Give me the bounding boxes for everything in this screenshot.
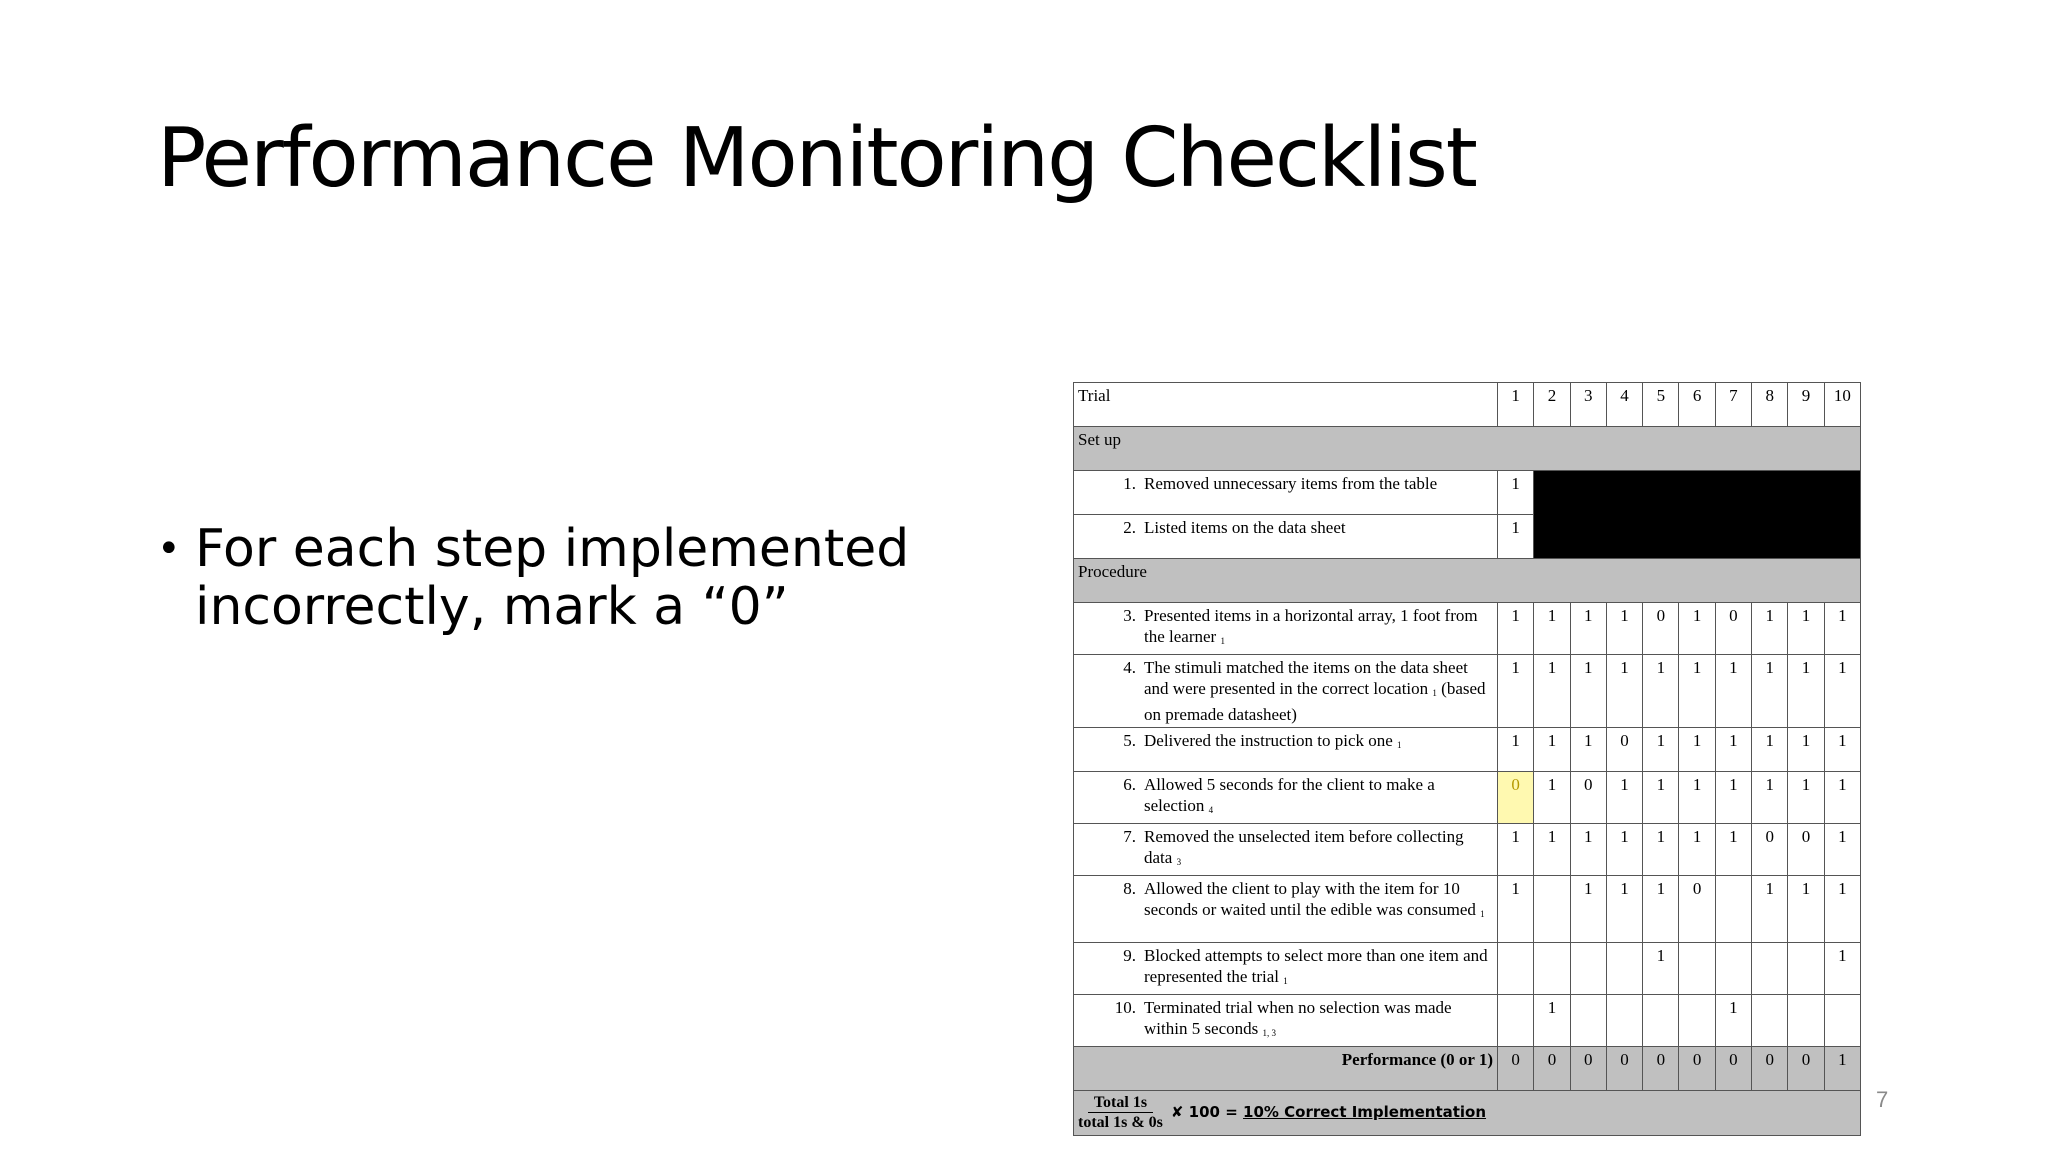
step-cell xyxy=(1074,943,1498,995)
step xyxy=(1078,878,1493,925)
footnote-marker: 1 xyxy=(1432,688,1437,698)
table-row xyxy=(1074,876,1861,943)
step-text: Allowed 5 seconds for the client to make a selection $_4$ xyxy=(1144,775,1435,815)
trial-value: 1 xyxy=(1752,728,1788,772)
step xyxy=(1078,473,1493,494)
trial-header-row xyxy=(1074,383,1861,427)
trial-value: 1 xyxy=(1570,603,1606,655)
trial-value: 1 xyxy=(1752,603,1788,655)
step-number: 3. xyxy=(1123,606,1136,625)
trial-value: 1 xyxy=(1679,772,1715,824)
trial-number: 6 xyxy=(1679,383,1715,427)
trial-value: 0 xyxy=(1606,728,1642,772)
step xyxy=(1078,774,1493,821)
trial-value: 0 xyxy=(1715,603,1751,655)
section-label: Procedure xyxy=(1074,559,1861,603)
footnote-marker: 4 xyxy=(1208,805,1214,815)
footnote-marker: 1 xyxy=(1480,909,1485,919)
step-cell xyxy=(1074,471,1498,515)
performance-label: Performance (0 or 1) xyxy=(1074,1047,1498,1091)
trial-value: 0 xyxy=(1679,876,1715,943)
step-cell xyxy=(1074,995,1498,1047)
trial-number: 9 xyxy=(1788,383,1824,427)
trial-value: 1 xyxy=(1606,603,1642,655)
trial-value: 1 xyxy=(1606,655,1642,728)
trial-value: 1 xyxy=(1824,876,1860,943)
table-row xyxy=(1074,471,1861,515)
trial-value: 1 xyxy=(1715,655,1751,728)
step-text: Blocked attempts to select more than one item and represented the trial $_1$ xyxy=(1144,946,1488,986)
trial-value: 1 xyxy=(1679,824,1715,876)
trial-value: 1 xyxy=(1679,728,1715,772)
trial-value xyxy=(1679,995,1715,1047)
trial-value xyxy=(1498,943,1534,995)
step xyxy=(1078,826,1493,873)
trial-value: 1 xyxy=(1715,728,1751,772)
footnote-marker: 1 xyxy=(1283,976,1288,986)
trial-value: 1 xyxy=(1570,655,1606,728)
trial-number: 8 xyxy=(1752,383,1788,427)
step-number: 8. xyxy=(1123,879,1136,898)
step-cell xyxy=(1074,772,1498,824)
trial-value xyxy=(1534,943,1570,995)
performance-value: 0 xyxy=(1715,1047,1751,1091)
bullet-text: For each step implemented incorrectly, mark a “0” xyxy=(195,519,910,637)
trial-value: 1 xyxy=(1752,876,1788,943)
trial-value xyxy=(1570,943,1606,995)
trial-value: 1 xyxy=(1534,728,1570,772)
trial-value xyxy=(1752,943,1788,995)
trial-number: 10 xyxy=(1824,383,1860,427)
table-row xyxy=(1074,995,1861,1047)
trial-value xyxy=(1643,995,1679,1047)
bullet-list xyxy=(157,520,937,636)
trial-number: 2 xyxy=(1534,383,1570,427)
step-cell xyxy=(1074,655,1498,728)
footnote-marker: 1 xyxy=(1220,636,1225,646)
trial-value: 0 xyxy=(1788,824,1824,876)
step xyxy=(1078,657,1493,725)
table-row xyxy=(1074,655,1861,728)
trial-number: 1 xyxy=(1498,383,1534,427)
formula-result: ✘ 100 = 10% Correct Implementation xyxy=(1170,1103,1487,1121)
step xyxy=(1078,517,1493,538)
section-setup-row xyxy=(1074,427,1861,471)
correct-implementation-result: 10% Correct Implementation xyxy=(1243,1103,1487,1121)
step-text: The stimuli matched the items on the data sheet and were presented in the correct location $_1$ (based on premade datasheet) xyxy=(1144,658,1486,724)
trial-value: 1 xyxy=(1498,728,1534,772)
step-number: 6. xyxy=(1123,775,1136,794)
trial-value xyxy=(1715,876,1751,943)
trial-label: Trial xyxy=(1074,383,1498,427)
step-text: Removed unnecessary items from the table xyxy=(1144,474,1438,493)
step-cell xyxy=(1074,824,1498,876)
slide-title: Performance Monitoring Checklist xyxy=(157,111,1476,206)
trial-value xyxy=(1606,943,1642,995)
trial-value: 1 xyxy=(1643,772,1679,824)
trial-value: 1 xyxy=(1498,515,1534,559)
trial-value xyxy=(1498,995,1534,1047)
section-procedure-row xyxy=(1074,559,1861,603)
page-number: 7 xyxy=(1876,1087,1889,1112)
step-text: Delivered the instruction to pick one $_1$ xyxy=(1144,731,1402,750)
trial-value: 1 xyxy=(1824,655,1860,728)
trial-value: 1 xyxy=(1498,876,1534,943)
bullet-dot-icon: • xyxy=(157,526,181,572)
footnote-marker: 1, 3 xyxy=(1262,1028,1277,1038)
fraction-denominator: total 1s & 0s xyxy=(1078,1114,1163,1131)
trial-value: 1 xyxy=(1788,876,1824,943)
trial-value: 1 xyxy=(1643,824,1679,876)
step-cell xyxy=(1074,603,1498,655)
trial-value: 1 xyxy=(1498,603,1534,655)
trial-value: 1 xyxy=(1824,943,1860,995)
trial-value: 0 xyxy=(1752,824,1788,876)
trial-value: 1 xyxy=(1788,655,1824,728)
performance-value: 0 xyxy=(1643,1047,1679,1091)
trial-value: 0 xyxy=(1498,772,1534,824)
step-text: Removed the unselected item before collecting data $_3$ xyxy=(1144,827,1464,867)
step-text: Presented items in a horizontal array, 1 foot from the learner $_1$ xyxy=(1144,606,1478,646)
trial-value: 1 xyxy=(1534,603,1570,655)
trial-value: 1 xyxy=(1788,603,1824,655)
trial-value: 1 xyxy=(1824,603,1860,655)
table-row xyxy=(1074,728,1861,772)
trial-number: 7 xyxy=(1715,383,1751,427)
trial-value xyxy=(1824,995,1860,1047)
performance-value: 0 xyxy=(1606,1047,1642,1091)
footnote-marker: 1 xyxy=(1397,740,1402,750)
total-formula-row xyxy=(1074,1091,1861,1136)
step-number: 4. xyxy=(1123,658,1136,677)
trial-value: 1 xyxy=(1534,824,1570,876)
footnote-marker: 3 xyxy=(1176,857,1182,867)
trial-value: 1 xyxy=(1679,603,1715,655)
trial-value: 1 xyxy=(1570,876,1606,943)
trial-value: 0 xyxy=(1643,603,1679,655)
step-text: Terminated trial when no selection was made within 5 seconds $_{1, 3}$ xyxy=(1144,998,1452,1038)
performance-value: 0 xyxy=(1788,1047,1824,1091)
trial-value: 1 xyxy=(1824,824,1860,876)
step xyxy=(1078,730,1493,756)
trial-value xyxy=(1752,995,1788,1047)
trial-value: 1 xyxy=(1534,772,1570,824)
trial-value: 1 xyxy=(1498,471,1534,515)
trial-value: 1 xyxy=(1570,728,1606,772)
trial-value xyxy=(1570,995,1606,1047)
trial-value: 1 xyxy=(1824,772,1860,824)
performance-value: 0 xyxy=(1679,1047,1715,1091)
trial-value: 0 xyxy=(1570,772,1606,824)
performance-row xyxy=(1074,1047,1861,1091)
trial-value: 1 xyxy=(1788,728,1824,772)
trial-value: 1 xyxy=(1606,876,1642,943)
trial-value: 1 xyxy=(1606,772,1642,824)
fraction-numerator: Total 1s xyxy=(1088,1093,1153,1113)
bullet-item xyxy=(157,520,937,636)
trial-value: 1 xyxy=(1643,876,1679,943)
step xyxy=(1078,997,1493,1044)
step xyxy=(1078,945,1493,992)
trial-value: 1 xyxy=(1498,824,1534,876)
trial-value: 1 xyxy=(1498,655,1534,728)
trial-value xyxy=(1534,876,1570,943)
trial-value xyxy=(1679,943,1715,995)
step-number: 9. xyxy=(1123,946,1136,965)
step-text: Allowed the client to play with the item for 10 seconds or waited until the edible was consumed $_1$ xyxy=(1144,879,1485,919)
trial-value: 1 xyxy=(1534,995,1570,1047)
trial-value: 1 xyxy=(1752,772,1788,824)
table-row xyxy=(1074,824,1861,876)
trial-value: 1 xyxy=(1534,655,1570,728)
trial-value: 1 xyxy=(1715,824,1751,876)
formula-cell xyxy=(1074,1091,1861,1136)
trial-value: 1 xyxy=(1679,655,1715,728)
step-cell xyxy=(1074,728,1498,772)
trial-value: 1 xyxy=(1752,655,1788,728)
fraction xyxy=(1078,1093,1163,1132)
step-cell xyxy=(1074,515,1498,559)
trial-value: 1 xyxy=(1824,728,1860,772)
table-row xyxy=(1074,603,1861,655)
performance-checklist-table xyxy=(1073,382,1861,1136)
trial-value: 1 xyxy=(1606,824,1642,876)
step-number: 10. xyxy=(1114,998,1136,1017)
step xyxy=(1078,605,1493,652)
trial-value: 1 xyxy=(1715,995,1751,1047)
trial-value xyxy=(1606,995,1642,1047)
section-label: Set up xyxy=(1074,427,1861,471)
table-row xyxy=(1074,943,1861,995)
trial-value: 1 xyxy=(1643,655,1679,728)
trial-value: 1 xyxy=(1570,824,1606,876)
trial-value xyxy=(1715,943,1751,995)
trial-number: 5 xyxy=(1643,383,1679,427)
performance-value: 0 xyxy=(1752,1047,1788,1091)
step-number: 1. xyxy=(1123,474,1136,493)
formula xyxy=(1078,1093,1856,1132)
performance-value: 0 xyxy=(1498,1047,1534,1091)
trial-value xyxy=(1788,995,1824,1047)
step-text: Listed items on the data sheet xyxy=(1144,518,1346,537)
step-number: 5. xyxy=(1123,731,1136,750)
trial-value: 1 xyxy=(1643,943,1679,995)
trial-number: 4 xyxy=(1606,383,1642,427)
step-cell xyxy=(1074,876,1498,943)
step-number: 7. xyxy=(1123,827,1136,846)
performance-value: 0 xyxy=(1534,1047,1570,1091)
trial-number: 3 xyxy=(1570,383,1606,427)
performance-value: 1 xyxy=(1824,1047,1860,1091)
trial-value: 1 xyxy=(1788,772,1824,824)
step-number: 2. xyxy=(1123,518,1136,537)
trial-value: 1 xyxy=(1715,772,1751,824)
blacked-out-cell xyxy=(1534,471,1861,559)
table-row xyxy=(1074,772,1861,824)
trial-value xyxy=(1788,943,1824,995)
trial-value: 1 xyxy=(1643,728,1679,772)
performance-value: 0 xyxy=(1570,1047,1606,1091)
